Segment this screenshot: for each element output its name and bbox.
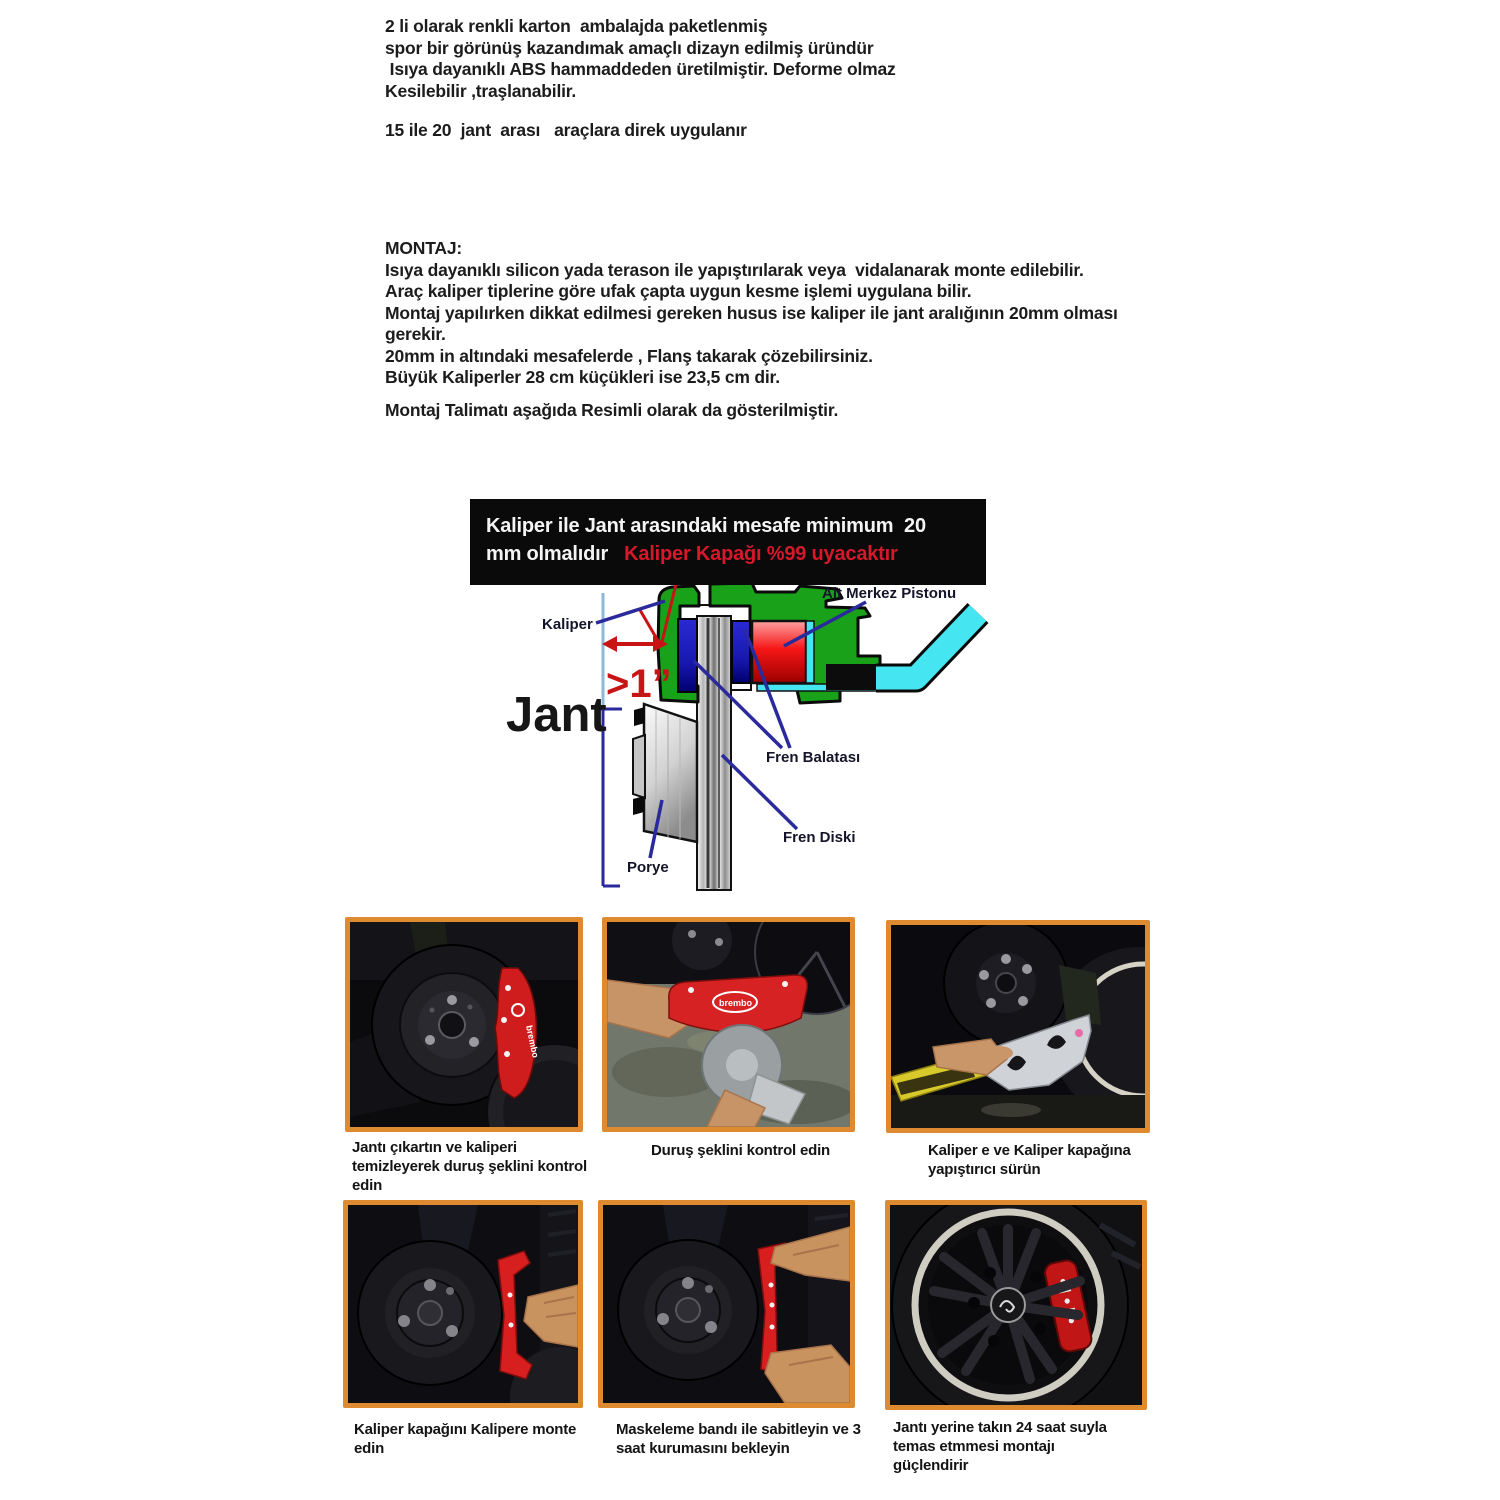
step-photo-4-illustration [348,1205,578,1403]
hub-shape [633,704,697,842]
intro-line: 2 li olarak renkli karton ambalajda paketlenmiş [385,16,768,36]
banner-line-2: mm olmalıdır Kaliper Kapağı %99 uyacaktır [486,543,898,565]
gap-label: >1” [606,662,672,706]
kaliper-label: Kaliper [542,616,593,633]
montaj-line: Büyük Kaliperler 28 cm küçükleri ise 23,5 cm dir. [385,367,780,387]
banner-line-1: Kaliper ile Jant arasındaki mesafe minimum 20 [486,515,926,537]
montaj-line: Araç kaliper tiplerine göre ufak çapta uygun kesme işlemi uygulana bilir. [385,281,972,301]
pad-label: Fren Balatası [766,749,861,766]
montaj-text-block [385,238,1118,421]
step-caption-2: Duruş şeklini kontrol edin [651,1142,830,1159]
intro-line: Kesilebilir ,traşlanabilir. [385,80,577,101]
fitment-line: 15 ile 20 jant arası araçlara direk uygulanır [385,120,747,140]
hose-fitting [826,664,878,690]
montaj-line: Isıya dayanıklı silicon yada terason ile yapıştırılarak veya vidalanarak monte edilebilir. [385,259,1084,280]
intro-line: spor bir görünüş kazandımak amaçlı dizayn edilmiş üründür [385,37,874,58]
montaj-title: MONTAJ: [385,238,463,258]
brake-pad-left [678,619,697,692]
step-photo-1-illustration [350,922,578,1127]
montaj-line: gerekir. [385,324,446,344]
svg-text:brembo: brembo [719,998,753,1008]
step-caption-3: Kaliper e ve Kaliper kapağına yapıştırıcı sürün [928,1142,1131,1178]
step-caption-4: Kaliper kapağını Kalipere monte edin [354,1421,577,1457]
step-caption-5: Maskeleme bandı ile sabitleyin ve 3 saat kurumasını bekleyin [616,1421,861,1457]
step-photo-6-illustration [890,1205,1142,1405]
jant-label: Jant [506,688,607,742]
step-photo-4 [343,1200,583,1408]
step-photo-5-illustration [603,1205,850,1403]
step-caption-6: Jantı yerine takın 24 saat suyla temas etmmesi montajı güçlendirir [893,1419,1107,1474]
hub-label: Porye [627,859,669,876]
montaj-footer: Montaj Talimatı aşağıda Resimli olarak da gösterilmiştir. [385,399,839,420]
step-photo-2 [602,917,855,1132]
montaj-line: Montaj yapılırken dikkat edilmesi gereken husus ise kaliper ile jant aralığının 20mm olması [385,302,1118,323]
brake-pad-right [732,621,750,683]
brake-disc-shape [697,616,731,890]
piston-label: Alt Merkez Pistonu [822,585,957,602]
step-photo-5 [598,1200,855,1408]
step-photo-2-illustration [607,922,850,1127]
caliper-wheel-diagram [440,566,1100,970]
intro-text-block [385,16,896,102]
step-caption-1: Jantı çıkartın ve kaliperi temizleyerek duruş şeklini kontrol edin [352,1139,587,1194]
step-photo-3 [886,920,1150,1133]
step-photo-3-illustration [891,925,1145,1128]
intro-line: Isıya dayanıklı ABS hammaddeden üretilmiştir. Deforme olmaz [385,59,896,79]
brake-hose [876,613,978,678]
disc-label: Fren Diski [783,829,856,846]
montaj-line: 20mm in altındaki mesafelerde , Flanş takarak çözebilirsiniz. [385,345,873,366]
disc-pointer [722,755,797,829]
step-photo-1 [345,917,583,1132]
kaliper-pointer [596,601,665,623]
banner-red-text: Kaliper Kapağı %99 uyacaktır [624,543,898,565]
step-photo-6 [885,1200,1147,1410]
svg-text:brembo: brembo [524,1024,541,1059]
distance-warning-banner [470,499,986,585]
